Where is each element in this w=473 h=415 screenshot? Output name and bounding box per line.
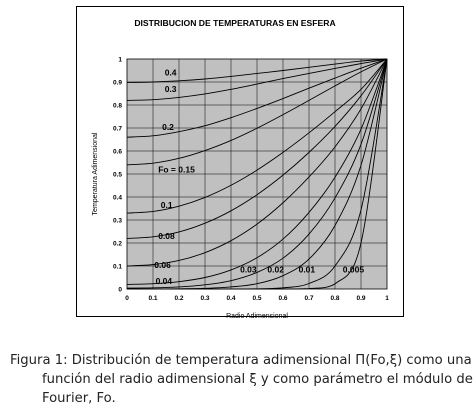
curve-label: 0.03 <box>240 264 257 275</box>
curve-label: 0.3 <box>164 83 177 94</box>
y-tick-label: 0 <box>118 286 122 294</box>
caption-line-3: Fourier, Fo. <box>42 391 116 406</box>
y-tick-label: 0.8 <box>112 102 122 110</box>
caption-line-2: función del radio adimensional ξ y como parámetro el módulo de <box>42 372 473 387</box>
plot-area <box>113 56 389 302</box>
y-tick-label: 0.3 <box>112 217 122 225</box>
x-tick-label: 0.4 <box>226 295 236 302</box>
curve-label: 0.04 <box>155 275 173 286</box>
curve-label: 0.2 <box>162 121 174 132</box>
y-tick-label: 0.2 <box>112 240 122 248</box>
chart-title: DISTRIBUCION DE TEMPERATURAS EN ESFERA <box>134 18 336 28</box>
x-axis-label: Radio Adimensional <box>226 313 288 320</box>
x-tick-label: 1 <box>385 295 389 302</box>
y-tick-label: 0.6 <box>112 148 122 156</box>
x-tick-label: 0.9 <box>356 295 366 302</box>
y-tick-label: 0.7 <box>112 125 122 133</box>
x-tick-label: 0.2 <box>174 295 184 302</box>
y-tick-label: 0.1 <box>112 263 122 271</box>
y-axis-label: Temperatura Adimensional <box>92 132 99 216</box>
y-tick-label: 0.9 <box>112 79 122 87</box>
curve-label: 0.4 <box>164 67 177 78</box>
y-tick-label: 0.4 <box>112 194 122 202</box>
x-tick-label: 0.1 <box>148 295 158 302</box>
y-tick-label: 0.5 <box>112 171 122 179</box>
curve-label: 0.06 <box>154 259 171 270</box>
figure-caption <box>10 351 473 408</box>
x-tick-label: 0.5 <box>252 295 262 302</box>
x-tick-label: 0.3 <box>200 295 210 302</box>
curve-label: 0.1 <box>160 200 173 211</box>
x-tick-label: 0.7 <box>304 295 314 302</box>
caption-line-1: Figura 1: Distribución de temperatura adimensional Π(Fo,ξ) como una <box>10 353 472 368</box>
curve-label: Fo = 0.15 <box>158 164 195 175</box>
x-tick-label: 0.6 <box>278 295 288 302</box>
curve-label: 0.01 <box>298 264 316 275</box>
x-tick-label: 0 <box>125 295 129 302</box>
x-tick-label: 0.8 <box>330 295 340 302</box>
curve-label: 0.08 <box>158 231 175 242</box>
curve-label: 0.02 <box>267 264 284 275</box>
y-tick-label: 1 <box>118 56 122 64</box>
curve-label: 0.005 <box>342 264 365 275</box>
